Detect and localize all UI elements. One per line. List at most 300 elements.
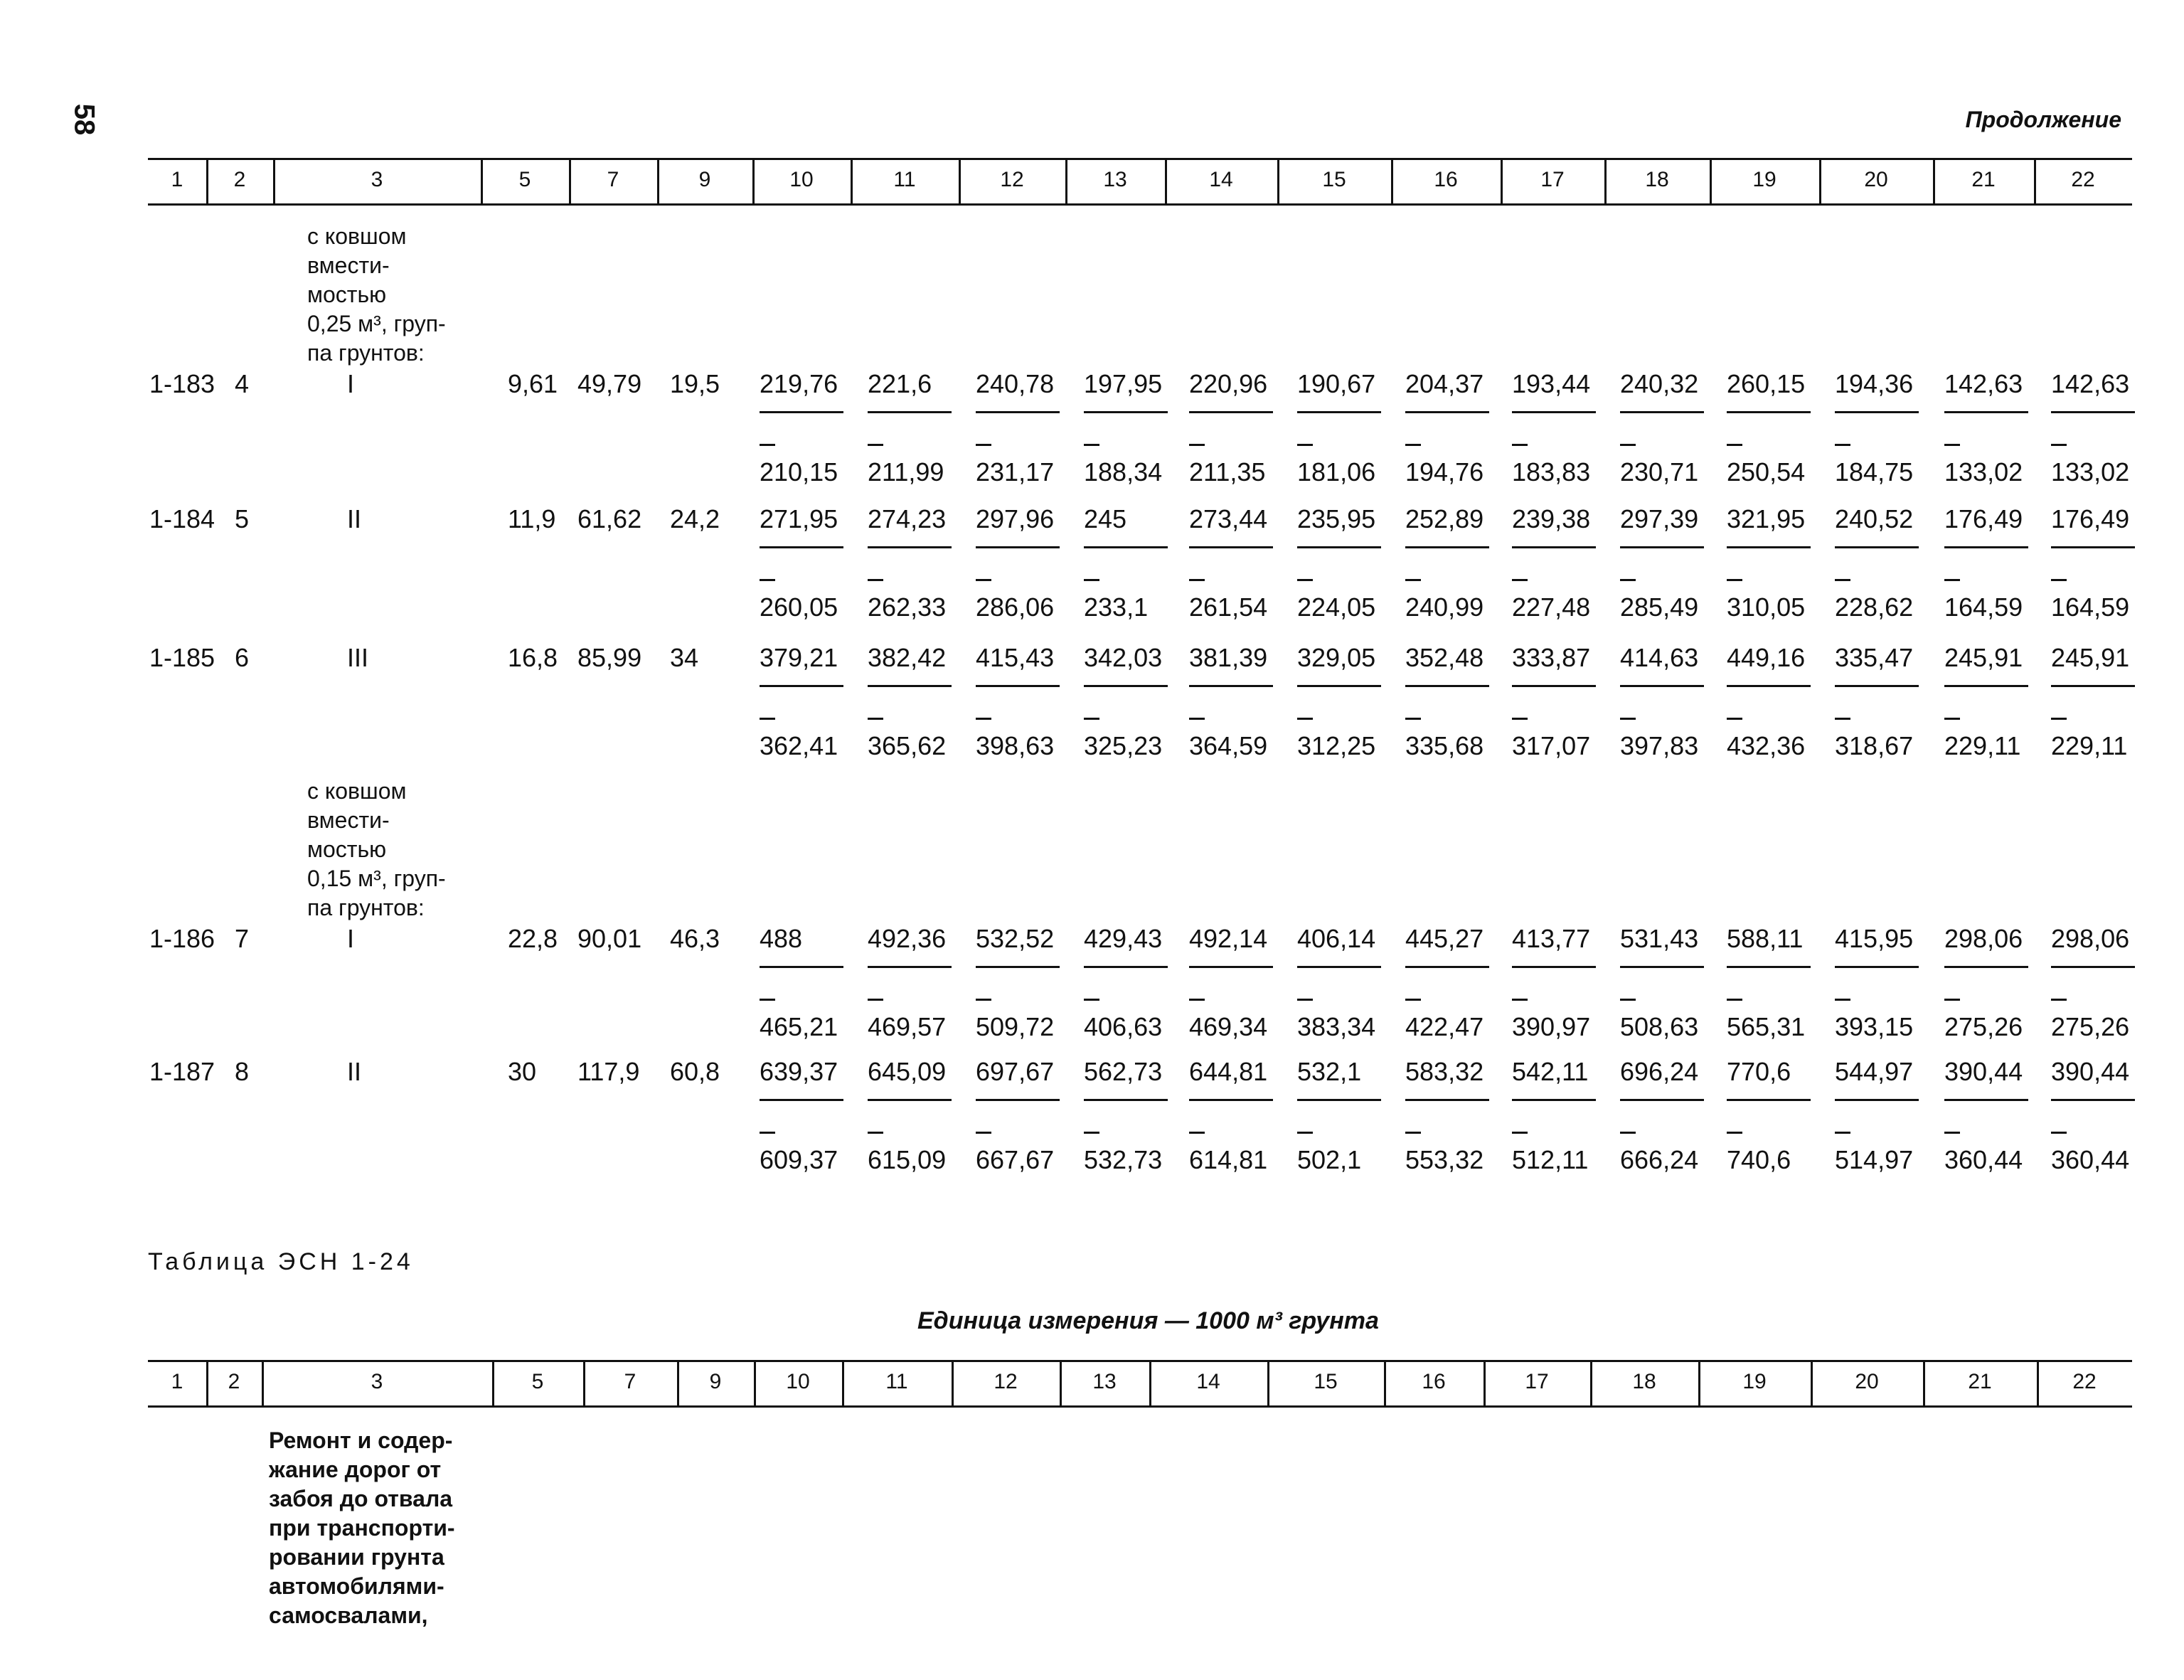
value-bottom: 667,67 [976, 1145, 1055, 1174]
value-bottom: 286,06 [976, 592, 1055, 622]
minus-mark [868, 579, 883, 581]
column-number: 15 [1322, 168, 1346, 191]
value-top: 697,67 [976, 1057, 1055, 1086]
value-top: 429,43 [1084, 924, 1163, 953]
column-number: 5 [531, 1370, 544, 1393]
fraction-line [1297, 546, 1381, 548]
column-number: 14 [1196, 1370, 1220, 1393]
value-top: 415,43 [976, 643, 1055, 672]
value-bottom: 469,57 [868, 1012, 947, 1041]
minus-mark [1405, 579, 1421, 581]
value-bottom: 362,41 [760, 731, 838, 760]
column-number: 16 [1422, 1370, 1446, 1393]
value-top: 219,76 [760, 369, 838, 398]
row-number: 4 [235, 369, 250, 398]
column-number: 1 [171, 1370, 183, 1393]
value-bottom: 360,44 [1944, 1145, 2023, 1174]
value-col5: 11,9 [508, 504, 556, 533]
fraction-line [1084, 685, 1168, 687]
value-bottom: 565,31 [1727, 1012, 1806, 1041]
fraction-line [1727, 685, 1811, 687]
column-number: 21 [1968, 1370, 1992, 1393]
value-bottom: 509,72 [976, 1012, 1055, 1041]
value-top: 142,63 [1944, 369, 2023, 398]
value-col5: 9,61 [508, 369, 558, 398]
minus-mark [1944, 999, 1960, 1001]
fraction-line [1189, 685, 1273, 687]
column-number: 17 [1525, 1370, 1549, 1393]
value-bottom: 615,09 [868, 1145, 947, 1174]
fraction-line [1620, 411, 1704, 413]
minus-mark [1944, 444, 1960, 446]
value-top: 414,63 [1620, 643, 1699, 672]
fraction-line [1512, 685, 1596, 687]
soil-group: II [347, 1057, 362, 1086]
fraction-line [1727, 411, 1811, 413]
fraction-line [1405, 966, 1489, 968]
norm-code: 1-183 [149, 369, 215, 398]
value-bottom: 230,71 [1620, 457, 1699, 487]
minus-mark [760, 1132, 775, 1134]
value-bottom: 325,23 [1084, 731, 1163, 760]
value-bottom: 275,26 [1944, 1012, 2023, 1041]
value-top: 239,38 [1512, 504, 1591, 533]
minus-mark [1620, 1132, 1636, 1134]
fraction-line [2051, 546, 2135, 548]
fraction-line [760, 685, 843, 687]
value-top: 390,44 [2051, 1057, 2130, 1086]
value-col7: 85,99 [577, 643, 642, 672]
fraction-line [1405, 546, 1489, 548]
value-bottom: 211,35 [1189, 457, 1266, 487]
value-col9: 60,8 [670, 1057, 720, 1086]
fraction-line [1835, 685, 1919, 687]
value-top: 176,49 [2051, 504, 2130, 533]
value-top: 194,36 [1835, 369, 1914, 398]
value-bottom: 261,54 [1189, 592, 1268, 622]
value-top: 190,67 [1297, 369, 1376, 398]
value-bottom: 188,34 [1084, 457, 1163, 487]
minus-mark [1835, 1132, 1850, 1134]
minus-mark [760, 579, 775, 581]
value-top: 142,63 [2051, 369, 2130, 398]
value-top: 449,16 [1727, 643, 1806, 672]
column-number: 10 [786, 1370, 810, 1393]
minus-mark [2051, 999, 2067, 1001]
minus-mark [2051, 579, 2067, 581]
value-top: 390,44 [1944, 1057, 2023, 1086]
minus-mark [1405, 1132, 1421, 1134]
value-bottom: 260,05 [760, 592, 838, 622]
value-top: 583,32 [1405, 1057, 1484, 1086]
group-description: с ковшом вмести- мостью 0,25 м³, груп- па грунтов: [307, 223, 446, 366]
value-bottom: 233,1 [1084, 592, 1149, 622]
header-rule-top [148, 158, 2132, 160]
value-top: 342,03 [1084, 643, 1163, 672]
fraction-line [976, 966, 1060, 968]
value-bottom: 398,63 [976, 731, 1055, 760]
minus-mark [1620, 999, 1636, 1001]
minus-mark [1189, 718, 1205, 720]
norm-code: 1-187 [149, 1057, 215, 1086]
soil-group: II [347, 504, 362, 533]
value-bottom: 553,32 [1405, 1145, 1484, 1174]
minus-mark [1835, 718, 1850, 720]
value-top: 274,23 [868, 504, 947, 533]
value-bottom: 133,02 [2051, 457, 2130, 487]
value-top: 193,44 [1512, 369, 1591, 398]
fraction-line [868, 685, 952, 687]
value-top: 492,14 [1189, 924, 1268, 953]
minus-mark [2051, 718, 2067, 720]
minus-mark [1944, 1132, 1960, 1134]
minus-mark [976, 444, 991, 446]
column-number: 9 [698, 168, 711, 191]
minus-mark [1512, 999, 1528, 1001]
value-top: 588,11 [1727, 924, 1804, 953]
fraction-line [1084, 1099, 1168, 1101]
value-bottom: 469,34 [1189, 1012, 1268, 1041]
fraction-line [1835, 546, 1919, 548]
value-col5: 30 [508, 1057, 537, 1086]
fraction-line [1405, 1099, 1489, 1101]
value-top: 245,91 [2051, 643, 2130, 672]
value-top: 240,32 [1620, 369, 1699, 398]
value-top: 298,06 [1944, 924, 2023, 953]
column-number: 20 [1855, 1370, 1879, 1393]
minus-mark [1189, 999, 1205, 1001]
minus-mark [1512, 718, 1528, 720]
column-number: 3 [371, 1370, 383, 1393]
value-top: 413,77 [1512, 924, 1591, 953]
value-top: 240,52 [1835, 504, 1914, 533]
minus-mark [1405, 718, 1421, 720]
value-bottom: 397,83 [1620, 731, 1699, 760]
fraction-line [2051, 411, 2135, 413]
fraction-line [1835, 1099, 1919, 1101]
fraction-line [1512, 966, 1596, 968]
column-number: 12 [994, 1370, 1018, 1393]
minus-mark [760, 718, 775, 720]
fraction-line [1944, 966, 2028, 968]
column-number: 1 [171, 168, 183, 191]
value-top: 220,96 [1189, 369, 1268, 398]
column-number: 19 [1742, 1370, 1767, 1393]
value-bottom: 532,73 [1084, 1145, 1163, 1174]
value-bottom: 231,17 [976, 457, 1055, 487]
value-top: 352,48 [1405, 643, 1484, 672]
minus-mark [1084, 444, 1099, 446]
value-top: 532,52 [976, 924, 1055, 953]
fraction-line [760, 411, 843, 413]
value-top: 240,78 [976, 369, 1055, 398]
minus-mark [1835, 579, 1850, 581]
header-rule-top [148, 1360, 2132, 1362]
value-bottom: 422,47 [1405, 1012, 1484, 1041]
value-bottom: 390,97 [1512, 1012, 1591, 1041]
minus-mark [1727, 579, 1742, 581]
fraction-line [1835, 966, 1919, 968]
column-number: 15 [1314, 1370, 1338, 1393]
fraction-line [1620, 1099, 1704, 1101]
value-bottom: 210,15 [760, 457, 838, 487]
value-top: 271,95 [760, 504, 838, 533]
fraction-line [1189, 1099, 1273, 1101]
column-number: 13 [1103, 168, 1127, 191]
minus-mark [1297, 718, 1313, 720]
value-bottom: 432,36 [1727, 731, 1806, 760]
value-col7: 90,01 [577, 924, 642, 953]
column-number: 9 [709, 1370, 722, 1393]
value-bottom: 228,62 [1835, 592, 1914, 622]
minus-mark [868, 999, 883, 1001]
minus-mark [976, 718, 991, 720]
continuation-label: Продолжение [1965, 107, 2121, 132]
minus-mark [2051, 444, 2067, 446]
minus-mark [1084, 1132, 1099, 1134]
column-number: 11 [893, 168, 916, 191]
value-top: 415,95 [1835, 924, 1914, 953]
minus-mark [1189, 1132, 1205, 1134]
fraction-line [1405, 685, 1489, 687]
value-bottom: 181,06 [1297, 457, 1376, 487]
minus-mark [868, 718, 883, 720]
value-top: 532,1 [1297, 1057, 1362, 1086]
norm-code: 1-186 [149, 924, 215, 953]
minus-mark [1835, 444, 1850, 446]
norm-code: 1-184 [149, 504, 215, 533]
minus-mark [1512, 579, 1528, 581]
value-bottom: 133,02 [1944, 457, 2023, 487]
value-bottom: 229,11 [2051, 731, 2128, 760]
value-bottom: 184,75 [1835, 457, 1914, 487]
minus-mark [1727, 718, 1742, 720]
value-bottom: 740,6 [1727, 1145, 1791, 1174]
value-col9: 34 [670, 643, 699, 672]
value-top: 321,95 [1727, 504, 1806, 533]
header-rule-bottom [148, 203, 2132, 206]
minus-mark [868, 1132, 883, 1134]
value-top: 297,39 [1620, 504, 1699, 533]
value-bottom: 164,59 [1944, 592, 2023, 622]
minus-mark [1297, 579, 1313, 581]
value-bottom: 383,34 [1297, 1012, 1376, 1041]
value-bottom: 317,07 [1512, 731, 1591, 760]
fraction-line [1189, 546, 1273, 548]
norm-code: 1-185 [149, 643, 215, 672]
fraction-line [1727, 546, 1811, 548]
fraction-line [976, 1099, 1060, 1101]
minus-mark [1944, 718, 1960, 720]
value-bottom: 229,11 [1944, 731, 2021, 760]
value-bottom: 514,97 [1835, 1145, 1914, 1174]
value-top: 382,42 [868, 643, 947, 672]
minus-mark [976, 579, 991, 581]
value-bottom: 335,68 [1405, 731, 1484, 760]
value-bottom: 285,49 [1620, 592, 1699, 622]
value-top: 176,49 [1944, 504, 2023, 533]
value-top: 260,15 [1727, 369, 1806, 398]
unit-caption: Единица измерения — 1000 м³ грунта [917, 1307, 1379, 1334]
value-top: 245,91 [1944, 643, 2023, 672]
fraction-line [1297, 685, 1381, 687]
value-top: 488 [760, 924, 803, 953]
fraction-line [1835, 411, 1919, 413]
minus-mark [1405, 444, 1421, 446]
fraction-line [868, 411, 952, 413]
fraction-line [1944, 411, 2028, 413]
value-top: 335,47 [1835, 643, 1914, 672]
value-top: 252,89 [1405, 504, 1484, 533]
minus-mark [2051, 1132, 2067, 1134]
value-top: 197,95 [1084, 369, 1163, 398]
fraction-line [1727, 966, 1811, 968]
value-top: 492,36 [868, 924, 947, 953]
minus-mark [1620, 579, 1636, 581]
value-col9: 19,5 [670, 369, 720, 398]
fraction-line [1620, 546, 1704, 548]
value-bottom: 310,05 [1727, 592, 1806, 622]
value-bottom: 393,15 [1835, 1012, 1914, 1041]
fraction-line [1297, 966, 1381, 968]
column-number: 17 [1540, 168, 1565, 191]
minus-mark [1084, 999, 1099, 1001]
column-number: 22 [2072, 1370, 2097, 1393]
minus-mark [1512, 444, 1528, 446]
value-bottom: 512,11 [1512, 1145, 1589, 1174]
value-bottom: 465,21 [760, 1012, 838, 1041]
minus-mark [1727, 999, 1742, 1001]
minus-mark [1297, 999, 1313, 1001]
minus-mark [1084, 718, 1099, 720]
value-top: 531,43 [1620, 924, 1699, 953]
value-bottom: 360,44 [2051, 1145, 2130, 1174]
row-number: 8 [235, 1057, 250, 1086]
value-bottom: 502,1 [1297, 1145, 1362, 1174]
fraction-line [1727, 1099, 1811, 1101]
value-bottom: 240,99 [1405, 592, 1484, 622]
minus-mark [976, 999, 991, 1001]
column-number: 2 [228, 1370, 240, 1393]
value-top: 544,97 [1835, 1057, 1914, 1086]
minus-mark [760, 999, 775, 1001]
value-top: 329,05 [1297, 643, 1376, 672]
value-top: 562,73 [1084, 1057, 1163, 1086]
value-bottom: 275,26 [2051, 1012, 2130, 1041]
fraction-line [2051, 966, 2135, 968]
minus-mark [1835, 999, 1850, 1001]
value-col9: 24,2 [670, 504, 720, 533]
value-col5: 16,8 [508, 643, 558, 672]
value-bottom: 194,76 [1405, 457, 1484, 487]
value-bottom: 508,63 [1620, 1012, 1699, 1041]
value-top: 333,87 [1512, 643, 1591, 672]
fraction-line [1512, 411, 1596, 413]
minus-mark [1405, 999, 1421, 1001]
minus-mark [868, 444, 883, 446]
value-bottom: 250,54 [1727, 457, 1806, 487]
minus-mark [1297, 1132, 1313, 1134]
minus-mark [1727, 1132, 1742, 1134]
value-top: 204,37 [1405, 369, 1484, 398]
fraction-line [1512, 546, 1596, 548]
fraction-line [1405, 411, 1489, 413]
value-col7: 61,62 [577, 504, 642, 533]
value-top: 406,14 [1297, 924, 1376, 953]
value-bottom: 183,83 [1512, 457, 1591, 487]
soil-group: I [347, 369, 355, 398]
value-bottom: 364,59 [1189, 731, 1268, 760]
value-bottom: 224,05 [1297, 592, 1376, 622]
fraction-line [760, 546, 843, 548]
column-number: 12 [1000, 168, 1024, 191]
value-top: 379,21 [760, 643, 838, 672]
fraction-line [1297, 411, 1381, 413]
column-number: 5 [518, 168, 531, 191]
fraction-line [976, 411, 1060, 413]
header-rule-bottom [148, 1405, 2132, 1408]
column-number: 14 [1209, 168, 1233, 191]
minus-mark [1189, 444, 1205, 446]
value-bottom: 318,67 [1835, 731, 1914, 760]
fraction-line [1189, 411, 1273, 413]
fraction-line [1620, 966, 1704, 968]
row-number: 6 [235, 643, 250, 672]
column-number: 7 [607, 168, 619, 191]
value-top: 297,96 [976, 504, 1055, 533]
row-number: 7 [235, 924, 250, 953]
value-bottom: 164,59 [2051, 592, 2130, 622]
minus-mark [1297, 444, 1313, 446]
table2-description: Ремонт и содер- жание дорог от забоя до отвала при транспорти- ровании грунта автомобилями- самосвалами, [269, 1428, 455, 1628]
value-bottom: 614,81 [1189, 1145, 1268, 1174]
column-number: 20 [1864, 168, 1888, 191]
value-bottom: 312,25 [1297, 731, 1376, 760]
value-top: 381,39 [1189, 643, 1268, 672]
column-number: 13 [1092, 1370, 1117, 1393]
value-bottom: 365,62 [868, 731, 947, 760]
value-top: 273,44 [1189, 504, 1268, 533]
column-number: 22 [2071, 168, 2095, 191]
page-number: 58 [68, 103, 100, 136]
fraction-line [1084, 966, 1168, 968]
column-number: 2 [233, 168, 246, 191]
minus-mark [1944, 579, 1960, 581]
fraction-line [1944, 685, 2028, 687]
minus-mark [1620, 718, 1636, 720]
fraction-line [1944, 1099, 2028, 1101]
column-number: 18 [1632, 1370, 1656, 1393]
soil-group: III [347, 643, 369, 672]
column-number: 16 [1434, 168, 1458, 191]
value-top: 644,81 [1189, 1057, 1268, 1086]
fraction-line [1189, 966, 1273, 968]
fraction-line [1620, 685, 1704, 687]
fraction-line [868, 1099, 952, 1101]
column-number: 10 [789, 168, 814, 191]
minus-mark [976, 1132, 991, 1134]
fraction-line [1944, 546, 2028, 548]
fraction-line [760, 1099, 843, 1101]
fraction-line [976, 546, 1060, 548]
fraction-line [1512, 1099, 1596, 1101]
fraction-line [1297, 1099, 1381, 1101]
value-top: 696,24 [1620, 1057, 1699, 1086]
value-top: 645,09 [868, 1057, 947, 1086]
column-number: 3 [371, 168, 383, 191]
value-bottom: 211,99 [868, 457, 944, 487]
minus-mark [1620, 444, 1636, 446]
